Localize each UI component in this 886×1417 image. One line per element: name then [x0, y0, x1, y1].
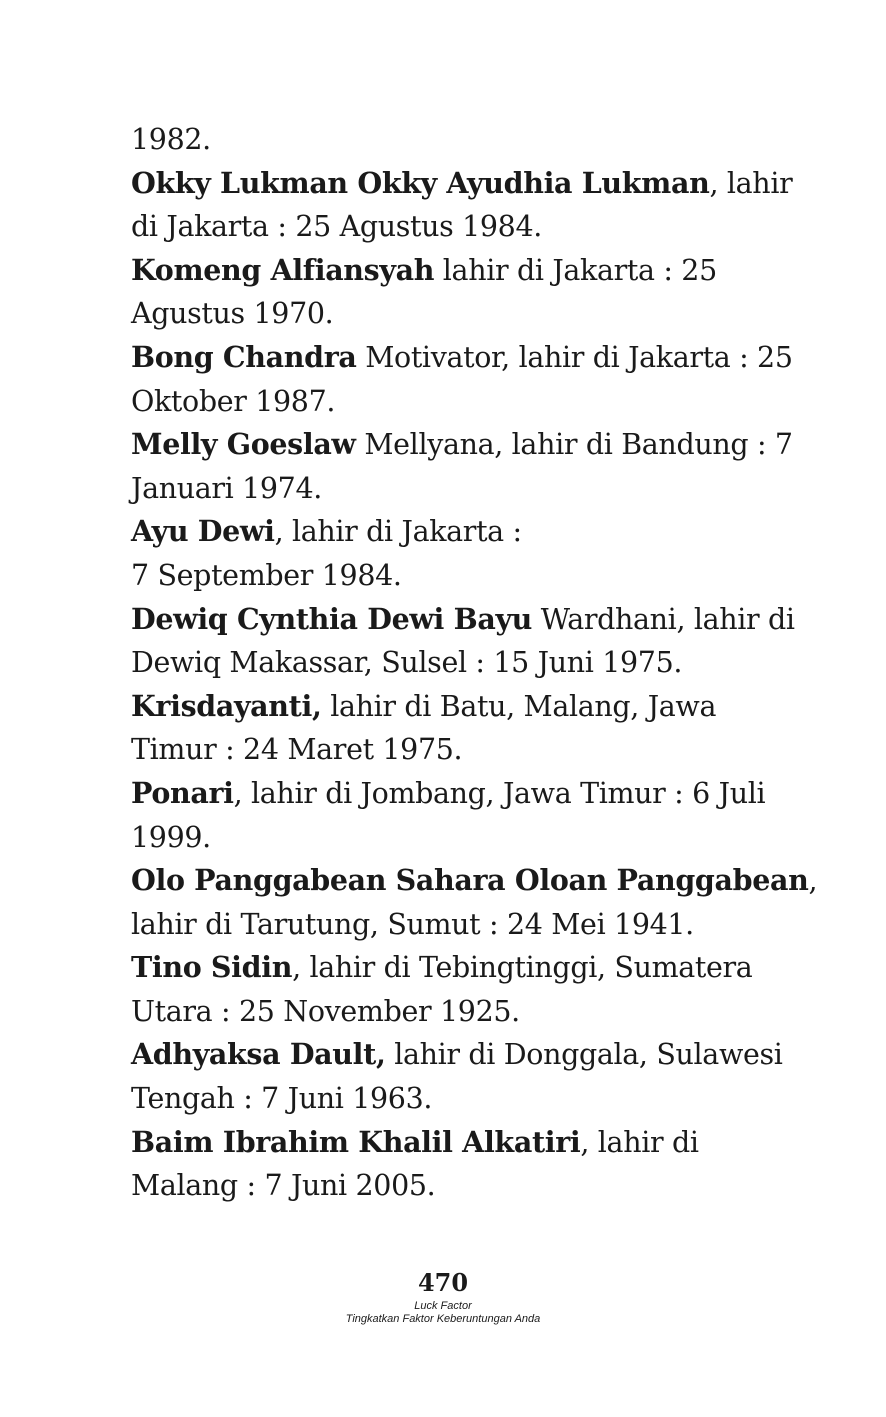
entry-ponari-cont: 1999. [131, 820, 211, 854]
entry-tino-sidin-cont: Utara : 25 November 1925. [131, 994, 520, 1028]
entry-adhyaksa-dault: Adhyaksa Dault, lahir di Donggala, Sulawesi [131, 1037, 783, 1072]
entry-melly-goeslaw: Melly Goeslaw Mellyana, lahir di Bandung : 7 [131, 427, 793, 462]
person-name: Okky Lukman Okky Ayudhia Lukman [131, 165, 710, 200]
entry-baim-cont: Malang : 7 Juni 2005. [131, 1169, 436, 1203]
page-number: 470 [417, 1268, 469, 1297]
entry-adhyaksa-dault-cont: Tengah : 7 Juni 1963. [131, 1082, 433, 1116]
entry-bong-chandra-cont: Oktober 1987. [131, 384, 336, 418]
person-name: Bong Chandra [131, 339, 357, 374]
person-name: Komeng Alfiansyah [131, 252, 435, 287]
entry-bong-chandra: Bong Chandra Motivator, lahir di Jakarta : 25 [131, 339, 793, 374]
entry-krisdayanti-cont: Timur : 24 Maret 1975. [131, 733, 463, 767]
person-name: Melly Goeslaw [131, 427, 356, 462]
entry-okky-lukman: Okky Lukman Okky Ayudhia Lukman, lahir [131, 165, 793, 200]
book-title: Luck Factor [414, 1300, 472, 1312]
entry-krisdayanti: Krisdayanti, lahir di Batu, Malang, Jawa [131, 688, 717, 723]
entry-okky-lukman-cont: di Jakarta : 25 Agustus 1984. [131, 210, 542, 244]
person-name: Baim Ibrahim Khalil Alkatiri [131, 1124, 581, 1159]
entry-melly-goeslaw-cont: Januari 1974. [131, 471, 322, 505]
entry-ayu-dewi-cont: 7 September 1984. [131, 558, 402, 592]
entry-olo-panggabean: Olo Panggabean Sahara Oloan Panggabean, [131, 863, 818, 898]
person-name: Dewiq Cynthia Dewi Bayu [131, 601, 533, 636]
entry-dewiq: Dewiq Cynthia Dewi Bayu Wardhani, lahir di [131, 601, 795, 636]
entry-dewiq-cont: Dewiq Makassar, Sulsel : 15 Juni 1975. [131, 646, 683, 680]
entry-komeng: Komeng Alfiansyah lahir di Jakarta : 25 [131, 252, 717, 287]
entry-ponari: Ponari, lahir di Jombang, Jawa Timur : 6 Juli [131, 775, 766, 810]
entry-komeng-cont: Agustus 1970. [131, 297, 334, 331]
person-name: Krisdayanti, [131, 688, 322, 723]
book-subtitle: Tingkatkan Faktor Keberuntungan Anda [345, 1313, 541, 1325]
entry-baim: Baim Ibrahim Khalil Alkatiri, lahir di [131, 1124, 699, 1159]
person-name: Adhyaksa Dault, [131, 1037, 386, 1072]
entry-tino-sidin: Tino Sidin, lahir di Tebingtinggi, Sumatera [131, 950, 753, 985]
entry-olo-panggabean-cont: lahir di Tarutung, Sumut : 24 Mei 1941. [131, 907, 694, 941]
entry-continuation: 1982. [131, 123, 211, 156]
person-name: Ayu Dewi [131, 514, 275, 549]
page-body-text [131, 118, 818, 1208]
person-name: Ponari [131, 775, 234, 810]
entry-ayu-dewi: Ayu Dewi, lahir di Jakarta : [131, 514, 522, 549]
person-name: Tino Sidin [131, 950, 293, 985]
person-name: Olo Panggabean Sahara Oloan Panggabean [131, 863, 809, 898]
